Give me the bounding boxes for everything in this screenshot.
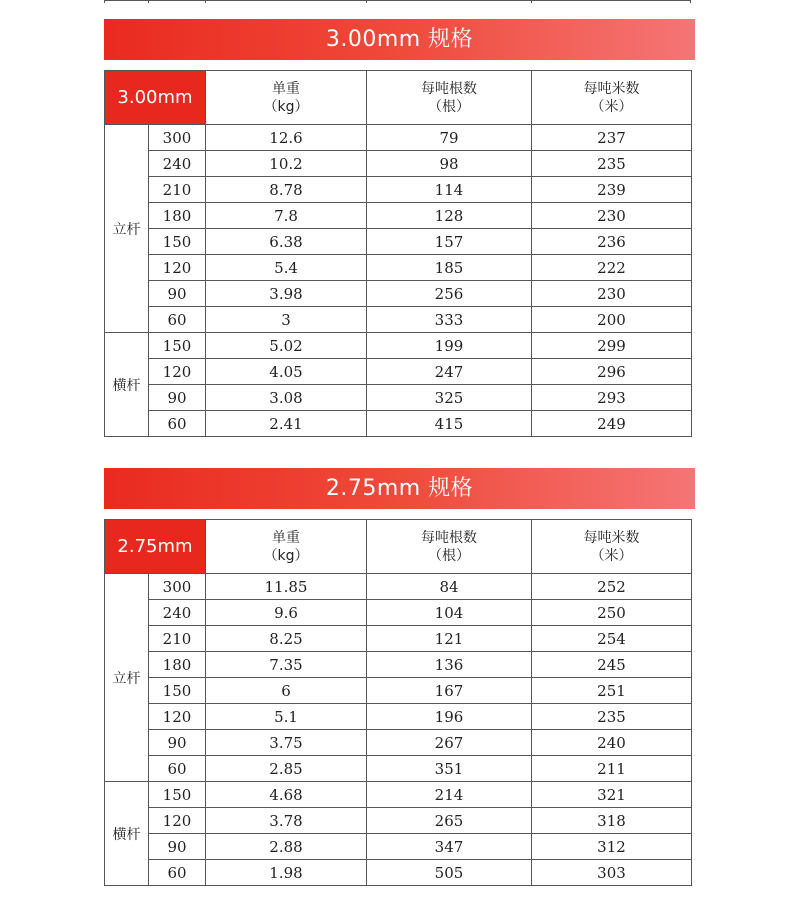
column-header-unit: （根） [428, 98, 470, 115]
cell-meters: 245 [532, 652, 692, 678]
cell-pcs: 114 [367, 177, 532, 203]
cell-len: 90 [149, 834, 206, 860]
cell-len: 180 [149, 652, 206, 678]
table-row [105, 307, 692, 333]
column-header [532, 71, 692, 125]
cell-meters: 251 [532, 678, 692, 704]
table-row [105, 203, 692, 229]
cell-len: 90 [149, 385, 206, 411]
cell-meters: 235 [532, 704, 692, 730]
cell-len: 150 [149, 678, 206, 704]
cell-len: 120 [149, 808, 206, 834]
cell-len: 120 [149, 359, 206, 385]
table-row [105, 177, 692, 203]
cell-len: 120 [149, 704, 206, 730]
cell-weight: 8.25 [206, 626, 367, 652]
cell-weight: 6 [206, 678, 367, 704]
group-label: 横杆 [105, 333, 149, 437]
cell-meters: 250 [532, 600, 692, 626]
cell-weight: 5.02 [206, 333, 367, 359]
cell-weight: 3 [206, 307, 367, 333]
cell-pcs: 347 [367, 834, 532, 860]
cell-meters: 235 [532, 151, 692, 177]
cell-weight: 7.35 [206, 652, 367, 678]
cell-pcs: 415 [367, 411, 532, 437]
spec-banner-275: 2.75mm 规格 [104, 468, 695, 509]
cell-weight: 2.88 [206, 834, 367, 860]
table-row [105, 782, 692, 808]
cell-meters: 211 [532, 756, 692, 782]
cell-weight: 1.98 [206, 860, 367, 886]
cell-meters: 236 [532, 229, 692, 255]
column-header-title: 每吨米数 [583, 529, 640, 546]
column-header-title: 单重 [272, 529, 300, 546]
table-row [105, 678, 692, 704]
table-row [105, 860, 692, 886]
cell-len: 180 [149, 203, 206, 229]
cell-meters: 312 [532, 834, 692, 860]
cell-pcs: 325 [367, 385, 532, 411]
cell-meters: 321 [532, 782, 692, 808]
cell-len: 210 [149, 626, 206, 652]
cell-pcs: 351 [367, 756, 532, 782]
cell-len: 150 [149, 782, 206, 808]
header-row [105, 520, 692, 574]
table-row [105, 281, 692, 307]
column-header-title: 每吨米数 [583, 80, 640, 97]
cell-len: 120 [149, 255, 206, 281]
cell-meters: 230 [532, 203, 692, 229]
table-row [105, 730, 692, 756]
cell-pcs: 256 [367, 281, 532, 307]
cell-len: 60 [149, 860, 206, 886]
top-divider [104, 0, 691, 4]
cell-weight: 3.98 [206, 281, 367, 307]
cell-len: 90 [149, 281, 206, 307]
cell-len: 90 [149, 730, 206, 756]
cell-weight: 3.75 [206, 730, 367, 756]
cell-pcs: 505 [367, 860, 532, 886]
cell-meters: 240 [532, 730, 692, 756]
table-row [105, 652, 692, 678]
cell-meters: 239 [532, 177, 692, 203]
cell-meters: 237 [532, 125, 692, 151]
cell-weight: 10.2 [206, 151, 367, 177]
cell-meters: 222 [532, 255, 692, 281]
table-row [105, 229, 692, 255]
table-row [105, 834, 692, 860]
cell-len: 210 [149, 177, 206, 203]
cell-weight: 5.4 [206, 255, 367, 281]
cell-pcs: 121 [367, 626, 532, 652]
table-row [105, 756, 692, 782]
cell-pcs: 128 [367, 203, 532, 229]
table-row [105, 333, 692, 359]
cell-len: 300 [149, 574, 206, 600]
spec-label: 2.75mm [105, 520, 206, 574]
cell-len: 300 [149, 125, 206, 151]
column-header [532, 520, 692, 574]
cell-weight: 9.6 [206, 600, 367, 626]
group-label: 立杆 [105, 125, 149, 333]
cell-len: 150 [149, 229, 206, 255]
cell-meters: 254 [532, 626, 692, 652]
cell-len: 240 [149, 151, 206, 177]
cell-pcs: 333 [367, 307, 532, 333]
table-row [105, 385, 692, 411]
cell-len: 240 [149, 600, 206, 626]
column-header-unit: （根） [428, 547, 470, 564]
cell-pcs: 199 [367, 333, 532, 359]
cell-weight: 3.08 [206, 385, 367, 411]
cell-pcs: 136 [367, 652, 532, 678]
spec-label: 3.00mm [105, 71, 206, 125]
column-header [206, 520, 367, 574]
column-header [367, 520, 532, 574]
table-row [105, 411, 692, 437]
cell-weight: 4.05 [206, 359, 367, 385]
cell-len: 60 [149, 756, 206, 782]
cell-meters: 299 [532, 333, 692, 359]
column-header-title: 每吨根数 [421, 80, 477, 97]
cell-pcs: 214 [367, 782, 532, 808]
spec-table-300 [104, 70, 691, 437]
table-row [105, 574, 692, 600]
cell-weight: 3.78 [206, 808, 367, 834]
cell-weight: 2.85 [206, 756, 367, 782]
cell-meters: 318 [532, 808, 692, 834]
cell-meters: 230 [532, 281, 692, 307]
cell-meters: 296 [532, 359, 692, 385]
spec-table [104, 519, 692, 886]
group-label: 立杆 [105, 574, 149, 782]
cell-pcs: 157 [367, 229, 532, 255]
table-row [105, 255, 692, 281]
table-row [105, 125, 692, 151]
cell-meters: 293 [532, 385, 692, 411]
column-header-unit: （kg） [263, 547, 309, 564]
cell-weight: 4.68 [206, 782, 367, 808]
group-label: 横杆 [105, 782, 149, 886]
cell-pcs: 267 [367, 730, 532, 756]
cell-weight: 5.1 [206, 704, 367, 730]
column-header-unit: （米） [590, 547, 633, 564]
header-row [105, 71, 692, 125]
table-row [105, 626, 692, 652]
column-header-title: 每吨根数 [421, 529, 477, 546]
cell-len: 150 [149, 333, 206, 359]
cell-pcs: 247 [367, 359, 532, 385]
cell-pcs: 196 [367, 704, 532, 730]
cell-meters: 200 [532, 307, 692, 333]
column-header [367, 71, 532, 125]
spec-banner-300: 3.00mm 规格 [104, 19, 695, 60]
table-row [105, 808, 692, 834]
cell-len: 60 [149, 411, 206, 437]
cell-pcs: 167 [367, 678, 532, 704]
table-row [105, 151, 692, 177]
spec-table-275 [104, 519, 691, 886]
cell-meters: 249 [532, 411, 692, 437]
column-header [206, 71, 367, 125]
cell-weight: 8.78 [206, 177, 367, 203]
column-header-title: 单重 [272, 80, 300, 97]
cell-pcs: 79 [367, 125, 532, 151]
cell-pcs: 104 [367, 600, 532, 626]
cell-weight: 6.38 [206, 229, 367, 255]
cell-weight: 2.41 [206, 411, 367, 437]
cell-weight: 12.6 [206, 125, 367, 151]
table-row [105, 704, 692, 730]
cell-weight: 11.85 [206, 574, 367, 600]
cell-len: 60 [149, 307, 206, 333]
cell-weight: 7.8 [206, 203, 367, 229]
cell-pcs: 185 [367, 255, 532, 281]
cell-pcs: 84 [367, 574, 532, 600]
cell-pcs: 98 [367, 151, 532, 177]
column-header-unit: （kg） [263, 98, 309, 115]
column-header-unit: （米） [590, 98, 633, 115]
cell-pcs: 265 [367, 808, 532, 834]
cell-meters: 252 [532, 574, 692, 600]
table-row [105, 600, 692, 626]
spec-table [104, 70, 692, 437]
cell-meters: 303 [532, 860, 692, 886]
table-row [105, 359, 692, 385]
